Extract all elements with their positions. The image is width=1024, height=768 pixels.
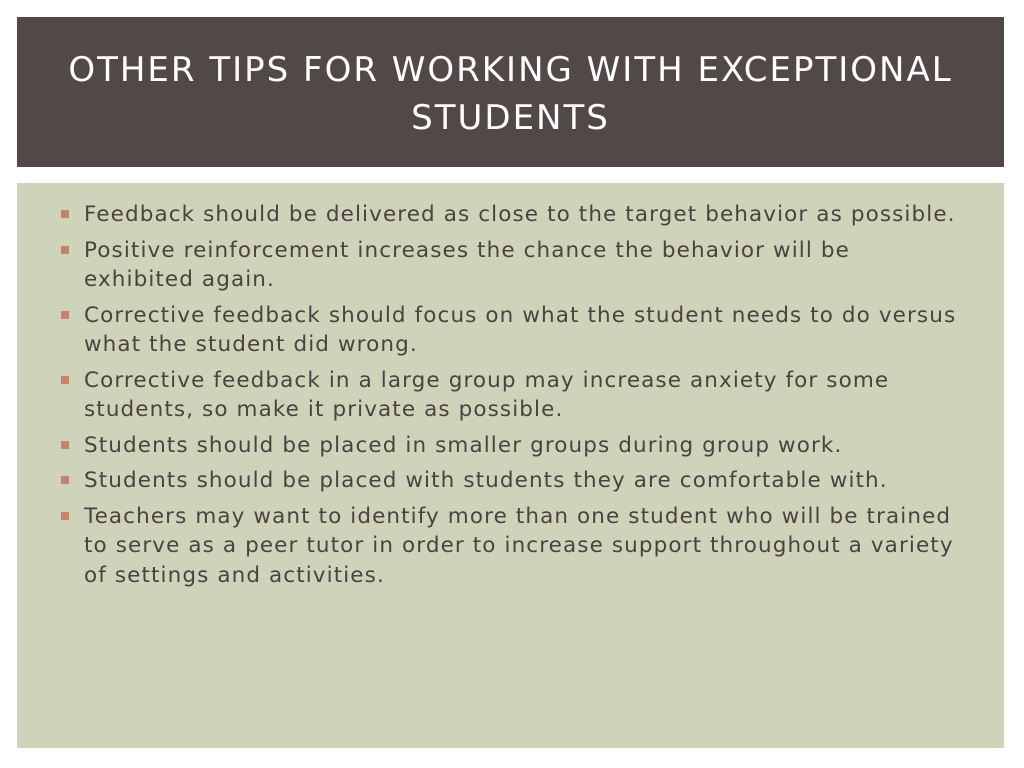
square-bullet-icon (61, 512, 69, 520)
bullet-list (57, 200, 964, 590)
square-bullet-icon (61, 441, 69, 449)
bullet-item (57, 366, 964, 425)
bullet-item (57, 301, 964, 360)
bullet-text: Positive reinforcement increases the chance the behavior will be exhibited again. (84, 237, 850, 292)
bullet-item (57, 466, 964, 496)
content-panel (17, 183, 1004, 748)
bullet-text: Students should be placed in smaller groups during group work. (84, 432, 843, 458)
bullet-item (57, 236, 964, 295)
square-bullet-icon (61, 210, 69, 218)
bullet-text: Teachers may want to identify more than one student who will be trained to serve as a peer tutor in order to increase support throughout a variety of settings and activities. (84, 503, 954, 588)
bullet-text: Corrective feedback should focus on what the student needs to do versus what the student did wrong. (84, 302, 957, 357)
slide-title: OTHER TIPS FOR WORKING WITH EXCEPTIONAL STUDENTS (68, 50, 953, 138)
bullet-text: Students should be placed with students they are comfortable with. (84, 468, 888, 493)
square-bullet-icon (61, 311, 69, 319)
bullet-text: Feedback should be delivered as close to the target behavior as possible. (84, 202, 956, 227)
bullet-item (57, 200, 964, 230)
bullet-item (57, 502, 964, 591)
square-bullet-icon (61, 376, 69, 384)
title-bar (17, 17, 1004, 167)
square-bullet-icon (61, 246, 69, 254)
bullet-text: Corrective feedback in a large group may increase anxiety for some students, so make it private as possible. (84, 367, 890, 422)
bullet-item (57, 431, 964, 461)
square-bullet-icon (61, 476, 69, 484)
